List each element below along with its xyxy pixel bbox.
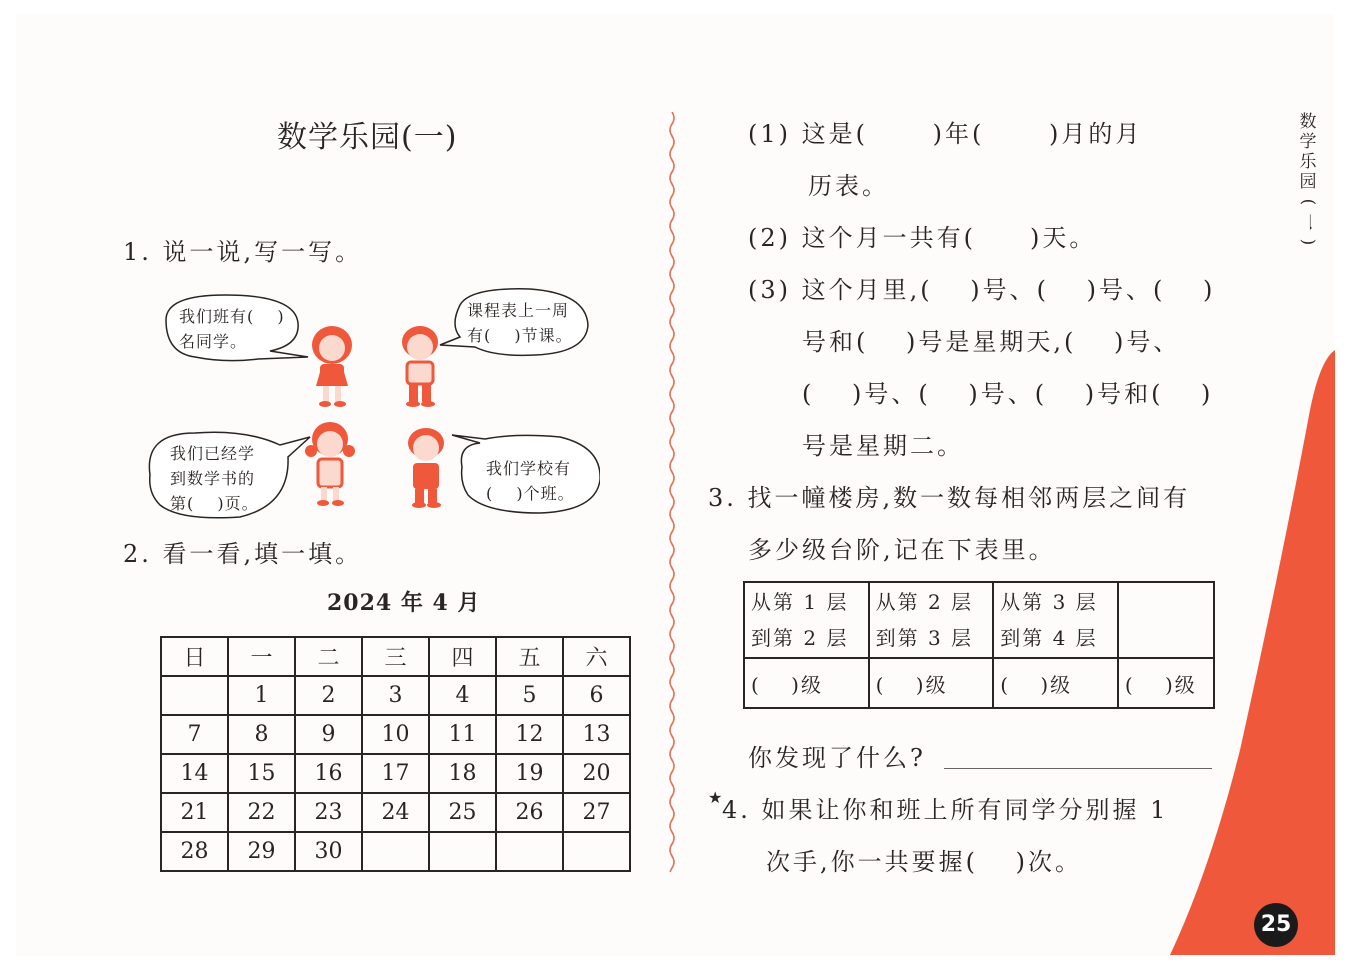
day-cell: 5 (496, 676, 563, 715)
day-cell: 4 (429, 676, 496, 715)
weekday-cell: 一 (228, 637, 295, 676)
q2-sub2: (2) 这个月一共有( )天。 (748, 224, 1097, 252)
question-2-heading: 2. 看一看,填一填。 (123, 540, 363, 568)
side-title-char: ) (1298, 238, 1318, 246)
day-cell: 17 (362, 754, 429, 793)
side-title-char: 园 (1299, 172, 1317, 192)
calendar-weekday-row (161, 637, 630, 676)
page-number: 25 (1254, 903, 1298, 947)
day-cell: 11 (429, 715, 496, 754)
stairs-header-cell (744, 582, 869, 658)
question-1-heading: 1. 说一说,写一写。 (123, 238, 363, 266)
weekday-cell: 日 (161, 637, 228, 676)
day-cell: 8 (228, 715, 295, 754)
boy-figure-icon (402, 326, 438, 407)
day-cell: 30 (295, 832, 362, 871)
day-cell: 26 (496, 793, 563, 832)
day-cell: 19 (496, 754, 563, 793)
calendar-week-row (161, 715, 630, 754)
day-cell: 13 (563, 715, 630, 754)
girl-figure-icon (312, 326, 352, 407)
calendar-week-row (161, 832, 630, 871)
bubble-4-line-2: ( )个班。 (486, 484, 575, 503)
q2-sub3-line3: ( )号、( )号、( )号和( ) (802, 380, 1214, 408)
stairs-answer-cell: ( )级 (869, 658, 994, 708)
weekday-cell: 二 (295, 637, 362, 676)
day-cell: 25 (429, 793, 496, 832)
header-line: 从第 1 层 (751, 590, 849, 614)
side-title-char: 数 (1299, 112, 1317, 132)
header-line: 到第 2 层 (751, 626, 849, 650)
calendar-title: 2024 年 4 月 (327, 590, 481, 616)
day-cell: 22 (228, 793, 295, 832)
q2-sub3-line2: 号和( )号是星期天,( )号、 (802, 328, 1181, 356)
bubble-1-line-1: 我们班有( ) (179, 307, 285, 326)
bubble-3-line-3: 第( )页。 (170, 494, 259, 513)
stairs-header-row (744, 582, 1214, 658)
discover-prompt: 你发现了什么? (748, 744, 926, 772)
day-cell: 28 (161, 832, 228, 871)
day-cell (563, 832, 630, 871)
day-cell: 2 (295, 676, 362, 715)
day-cell: 16 (295, 754, 362, 793)
day-cell (362, 832, 429, 871)
stairs-answer-cell: ( )级 (744, 658, 869, 708)
question-4-line2: 次手,你一共要握( )次。 (766, 848, 1082, 876)
bubble-2-line-2: 有( )节课。 (467, 326, 573, 345)
header-line: 从第 2 层 (875, 590, 974, 614)
side-title-char: 一 (1298, 213, 1318, 231)
stairs-answer-row (744, 658, 1214, 708)
calendar-week-row (161, 793, 630, 832)
header-line: 到第 4 层 (1000, 626, 1098, 650)
header-line: 从第 3 层 (1000, 590, 1098, 614)
stairs-answer-cell: ( )级 (993, 658, 1118, 708)
page-divider (662, 112, 682, 872)
stairs-answer-cell: ( )级 (1118, 658, 1214, 708)
day-cell: 3 (362, 676, 429, 715)
bubble-2-line-1: 课程表上一周 (467, 301, 570, 320)
day-cell (429, 832, 496, 871)
stairs-header-cell (993, 582, 1118, 658)
question-3-line1: 3. 找一幢楼房,数一数每相邻两层之间有 (708, 484, 1191, 512)
bubble-4-line-1: 我们学校有 (486, 459, 572, 478)
day-cell (161, 676, 228, 715)
day-cell: 6 (563, 676, 630, 715)
girl-pigtails-figure-icon (305, 422, 355, 506)
q2-sub3-line1: (3) 这个月里,( )号、( )号、( ) (748, 276, 1216, 304)
header-line: 到第 3 层 (875, 626, 974, 650)
side-title-char: ( (1298, 198, 1318, 206)
calendar-week-row (161, 754, 630, 793)
bubble-1-line-2: 名同学。 (179, 332, 248, 351)
bubble-3-line-2: 到数学书的 (170, 469, 256, 488)
day-cell: 21 (161, 793, 228, 832)
boy-figure-2-icon (408, 428, 444, 508)
bubble-3-line-1: 我们已经学 (170, 444, 256, 463)
day-cell: 18 (429, 754, 496, 793)
q2-sub1-line1: (1) 这是( )年( )月的月 (748, 120, 1143, 148)
bubble-3-text (170, 441, 259, 516)
day-cell: 15 (228, 754, 295, 793)
day-cell: 10 (362, 715, 429, 754)
stairs-table (743, 581, 1215, 709)
stairs-header-cell (869, 582, 994, 658)
day-cell: 23 (295, 793, 362, 832)
star-icon: ★ (708, 788, 723, 807)
side-title-char: 乐 (1299, 152, 1317, 172)
day-cell (496, 832, 563, 871)
day-cell: 24 (362, 793, 429, 832)
weekday-cell: 三 (362, 637, 429, 676)
weekday-cell: 六 (563, 637, 630, 676)
side-running-title (1296, 112, 1320, 252)
page-title: 数学乐园(一) (277, 120, 458, 155)
weekday-cell: 四 (429, 637, 496, 676)
day-cell: 12 (496, 715, 563, 754)
day-cell: 29 (228, 832, 295, 871)
bubble-4-text (486, 456, 575, 506)
bubble-1-text (179, 304, 285, 354)
side-title-char: 学 (1299, 132, 1317, 152)
calendar-week-row (161, 676, 630, 715)
day-cell: 9 (295, 715, 362, 754)
day-cell: 27 (563, 793, 630, 832)
calendar-table (160, 636, 631, 872)
question-3-line2: 多少级台阶,记在下表里。 (748, 536, 1056, 564)
day-cell: 1 (228, 676, 295, 715)
day-cell: 7 (161, 715, 228, 754)
orange-corner-decoration (1170, 350, 1335, 955)
question-4-line1: 4. 如果让你和班上所有同学分别握 1 (722, 796, 1169, 824)
q2-sub1-line2: 历表。 (808, 172, 889, 200)
weekday-cell: 五 (496, 637, 563, 676)
day-cell: 20 (563, 754, 630, 793)
day-cell: 14 (161, 754, 228, 793)
q2-sub3-line4: 号是星期二。 (802, 432, 964, 460)
bubble-2-text (467, 298, 573, 348)
